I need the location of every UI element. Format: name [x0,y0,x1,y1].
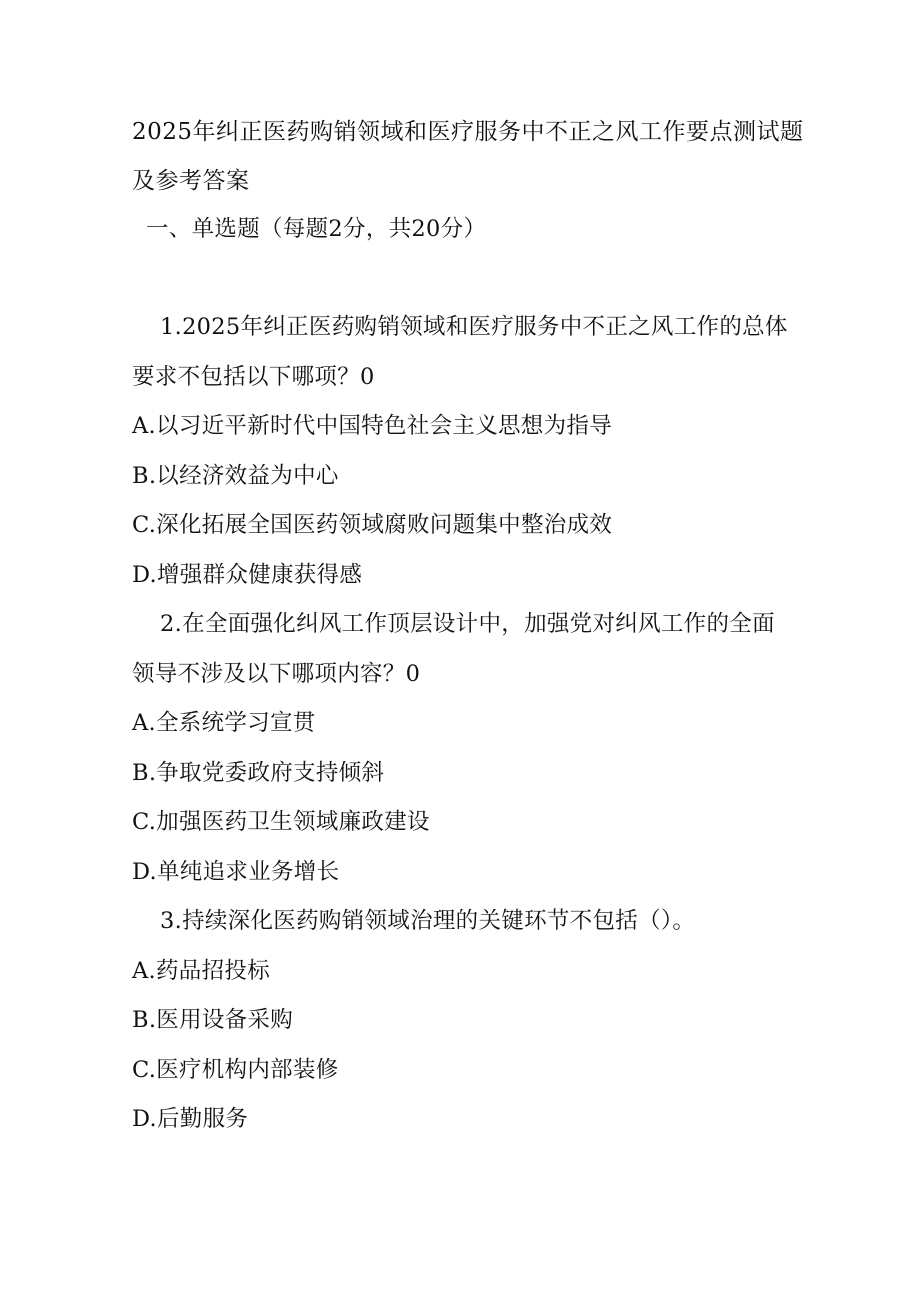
option-c: C.医疗机构内部装修 [132,1057,339,1083]
question-stem-line-1: 2.在全面强化纠风工作顶层设计中，加强党对纠风工作的全面 [160,611,775,637]
option-d: D.增强群众健康获得感 [132,562,363,588]
question-stem-line-2: 要求不包括以下哪项？0 [132,364,375,390]
option-d: D.后勤服务 [132,1106,249,1132]
option-b: B.争取党委政府支持倾斜 [132,760,385,786]
document-title-line-1: 2025年纠正医药购销领域和医疗服务中不正之风工作要点测试题 [132,119,804,145]
option-a: A.全系统学习宣贯 [132,710,316,736]
section-heading: 一、单选题（每题2分，共20分） [146,216,487,242]
option-c: C.深化拓展全国医药领域腐败问题集中整治成效 [132,512,613,538]
document-title-line-2: 及参考答案 [132,168,250,194]
option-b: B.医用设备采购 [132,1007,294,1033]
option-b: B.以经济效益为中心 [132,463,339,489]
question-stem-line-2: 领导不涉及以下哪项内容？0 [132,661,421,687]
question-stem-line-1: 3.持续深化医药购销领域治理的关键环节不包括（）。 [160,908,696,934]
option-c: C.加强医药卫生领域廉政建设 [132,809,430,835]
option-d: D.单纯追求业务增长 [132,859,340,885]
option-a: A.药品招投标 [132,958,271,984]
option-a: A.以习近平新时代中国特色社会主义思想为指导 [132,413,613,439]
question-stem-line-1: 1.2025年纠正医药购销领域和医疗服务中不正之风工作的总体 [160,314,788,340]
